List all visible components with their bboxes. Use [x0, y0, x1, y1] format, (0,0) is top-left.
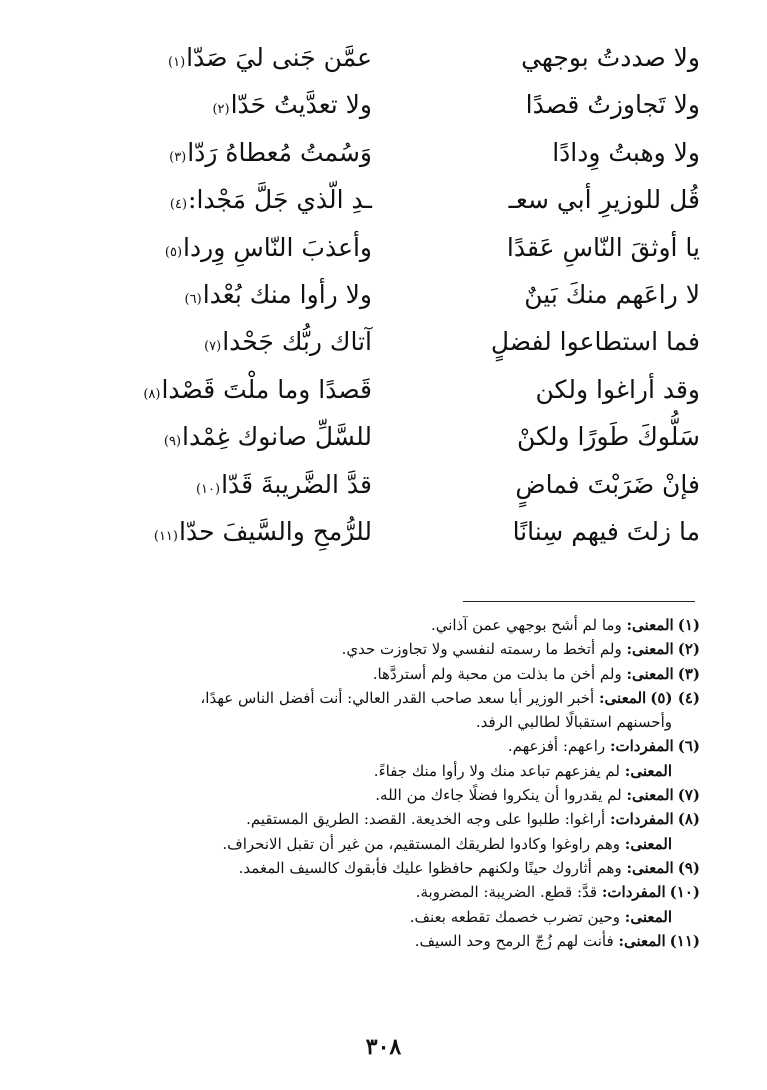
footnote-label: المعنى:: [618, 931, 666, 950]
footnote-reference[interactable]: (٤): [169, 197, 188, 213]
footnote-label: المعنى:: [624, 907, 672, 926]
verse-second-text: ولا رأوا منك بُعْدا: [202, 279, 372, 309]
verse-2: [60, 81, 700, 128]
footnote-10-meaning: [60, 905, 700, 929]
footnote-text: ولم أتخط ما رسمته لنفسي ولا تجاوزت حدي.: [341, 640, 622, 659]
verse-second-hemistich: [60, 176, 372, 223]
verse-second-hemistich: [60, 271, 372, 318]
footnote-reference[interactable]: (٢): [212, 102, 230, 118]
footnote-label: المعنى:: [626, 640, 674, 659]
footnote-text: وما لم أشح بوجهي عمن آذاني.: [430, 616, 622, 634]
footnote-number: (٢): [677, 640, 700, 659]
footnote-text: لم يقدروا أن ينكروا فضلًا جاءك من الله.: [375, 786, 622, 805]
footnote-4-5: [60, 686, 700, 710]
footnote-reference[interactable]: (٣): [169, 149, 187, 165]
verse-11: [60, 508, 700, 555]
verse-second-hemistich: [60, 224, 372, 271]
verse-first-hemistich: قُل للوزيرِ أبي سعـ: [508, 185, 700, 215]
footnote-10: [60, 880, 700, 904]
footnote-text: فأنت لهم زُجّ الرمح وحد السيف.: [414, 931, 614, 950]
verse-second-hemistich: [60, 366, 372, 413]
verse-second-hemistich: [60, 318, 372, 365]
verse-5: [60, 224, 700, 271]
footnote-label: المعنى:: [626, 664, 674, 683]
footnote-text: ولم أخن ما بذلت من محبة ولم أستردَّها.: [372, 664, 622, 683]
footnote-reference[interactable]: (١): [168, 55, 186, 70]
footnote-reference[interactable]: (٩): [163, 434, 182, 450]
footnote-number: (٣): [677, 664, 700, 683]
footnote-9: [60, 856, 700, 880]
footnote-reference[interactable]: (٥): [164, 244, 183, 260]
footnote-text: وهم راوغوا وكادوا لطريقك المستقيم، من غير أن تقبل الانحراف.: [222, 834, 620, 853]
footnote-label: المفردات:: [601, 883, 666, 902]
footnote-8: [60, 807, 700, 831]
footnote-number: (١١): [669, 931, 700, 950]
verse-second-text: عمَّن جَنى ليَ صَدّا: [186, 43, 372, 72]
verse-10: [60, 461, 700, 508]
verse-7: [60, 318, 700, 365]
verse-first-hemistich: ولا تَجاوزتُ قصدًا: [525, 90, 700, 120]
verse-second-text: قدَّ الضَّريبةَ قَدّا: [221, 469, 372, 499]
footnote-text: قدَّ: قطع. الضريبة: المضروبة.: [415, 883, 598, 902]
verse-second-hemistich: [60, 34, 372, 81]
page-number: ٣٠٨: [365, 1034, 402, 1060]
footnote-text: وهم أثاروك حينًا ولكنهم حافظوا عليك فأبقوك كالسيف المغمد.: [238, 858, 622, 877]
footnote-11: [60, 929, 700, 953]
footnote-text: راعهم: أفزعهم.: [507, 737, 606, 756]
verse-first-hemistich: يا أوثقَ النّاسِ عَقدًا: [506, 232, 700, 262]
verse-first-hemistich: سَلُّوكَ طَورًا ولكنْ: [517, 422, 700, 452]
verse-9: [60, 413, 700, 460]
footnote-separator: [463, 601, 695, 602]
footnote-reference[interactable]: (٧): [204, 339, 222, 355]
verse-first-hemistich: لا راعَهم منكَ بَينٌ: [524, 279, 700, 309]
footnote-6-meaning: [60, 759, 700, 783]
footnote-text: أراغوا: طلبوا على وجه الخديعة. القصد: الطريق المستقيم.: [246, 810, 606, 829]
footnote-number: (١): [677, 616, 700, 634]
verse-second-hemistich: [60, 413, 372, 460]
verse-second-text: للسَّلِّ صانوك غِمْدا: [182, 422, 372, 452]
verse-3: [60, 129, 700, 176]
footnote-label: المعنى:: [624, 834, 672, 853]
verse-1: [60, 34, 700, 81]
footnote-number: (٦): [677, 737, 700, 756]
footnote-text: لم يفزعهم تباعد منك ولا رأوا منك جفاءً.: [373, 761, 620, 780]
verse-second-hemistich: [60, 508, 372, 555]
verse-second-hemistich: [60, 81, 372, 128]
verse-first-hemistich: وقد أراغوا ولكن: [535, 374, 700, 404]
verse-second-text: ولا تعدَّيتُ حَدّا: [230, 90, 372, 120]
footnote-number: (٧): [677, 786, 700, 805]
footnote-reference[interactable]: (١٠): [195, 481, 221, 497]
footnote-label: المفردات:: [609, 737, 674, 756]
footnote-label: المعنى:: [626, 858, 674, 877]
verse-first-hemistich: ما زلتَ فيهم سِنانًا: [512, 516, 700, 546]
verse-first-hemistich: فإنْ ضَرَبْتَ فماضٍ: [515, 469, 700, 499]
footnote-label: المعنى:: [599, 688, 647, 707]
footnote-label: المفردات:: [609, 810, 674, 829]
poem: [60, 34, 700, 555]
verse-first-hemistich: فما استطاعوا لفضلٍ: [490, 327, 700, 357]
footnote-1: [60, 613, 700, 637]
footnote-number: (١٠): [669, 883, 700, 902]
footnote-number: (٤) (٥): [650, 688, 700, 707]
footnote-7: [60, 783, 700, 807]
footnote-text: وأحسنهم استقبالًا لطالبي الرفد.: [475, 713, 672, 732]
verse-8: [60, 366, 700, 413]
footnote-4-5-continuation: [60, 710, 700, 734]
verse-second-hemistich: [60, 129, 372, 176]
footnote-8-meaning: [60, 832, 700, 856]
verse-second-text: وأعذبَ النّاسِ وِردا: [183, 232, 372, 262]
verse-second-text: وَسُمتُ مُعطاهُ رَدّا: [187, 137, 372, 167]
verse-4: [60, 176, 700, 223]
footnote-label: المعنى:: [626, 786, 674, 805]
footnote-reference[interactable]: (٦): [184, 291, 202, 307]
footnote-3: [60, 662, 700, 686]
footnote-2: [60, 637, 700, 661]
footnote-number: (٩): [677, 858, 700, 877]
footnote-label: المعنى:: [624, 761, 672, 780]
verse-first-hemistich: ولا وهبتُ وِدادًا: [552, 137, 700, 167]
verse-second-text: آتاك ربُّك جَحْدا: [222, 327, 372, 357]
footnote-number: (٨): [677, 810, 700, 829]
verse-second-text: ـدِ الّذي جَلَّ مَجْدا:: [188, 185, 372, 215]
footnote-reference[interactable]: (٨): [143, 386, 161, 402]
footnote-6: [60, 734, 700, 758]
verse-second-hemistich: [60, 461, 372, 508]
verse-second-text: قَصدًا وما ملْتَ قَصْدا: [161, 374, 372, 404]
footnote-text: أخبر الوزير أبا سعد صاحب القدر العالي: أنت أفضل الناس عهدًا،: [200, 688, 595, 707]
footnote-label: المعنى:: [626, 616, 674, 634]
footnote-reference[interactable]: (١١): [153, 528, 178, 544]
verse-first-hemistich: ولا صددتُ بوجهي: [521, 43, 700, 72]
footnotes: [60, 613, 700, 953]
verse-6: [60, 271, 700, 318]
footnote-text: وحين تضرب خصمك تقطعه بعنف.: [409, 907, 620, 926]
verse-second-text: للرُّمحِ والسَّيفَ حدّا: [179, 516, 372, 546]
